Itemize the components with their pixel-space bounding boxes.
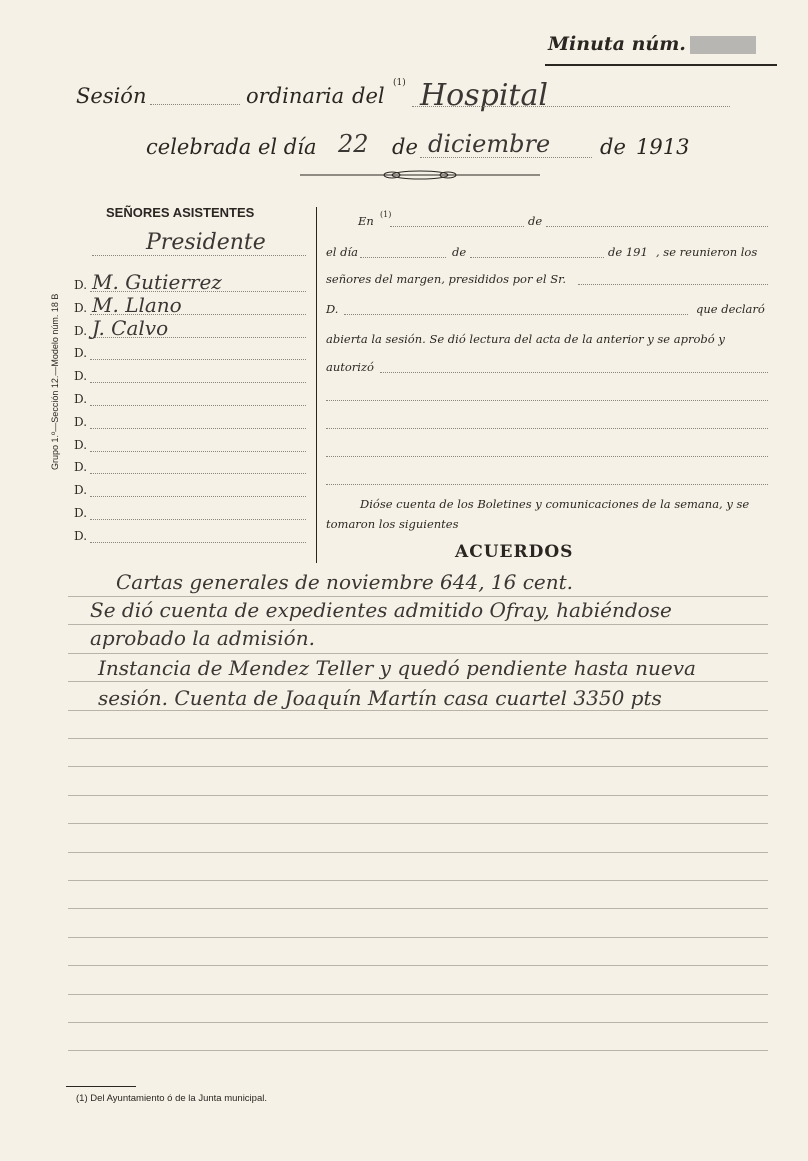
acuerdo-line: aprobado la admisión. [90, 626, 315, 650]
acta-footnote-marker: (1) [380, 210, 392, 219]
asistente-prefix: D. [74, 346, 88, 361]
dia-handwritten: 22 [338, 130, 369, 158]
acta-de-b: de [452, 245, 467, 259]
de-label-1: de [392, 135, 418, 159]
acta-de-191: de 191 [608, 245, 648, 259]
asistente-name: M. Gutierrez [92, 270, 222, 294]
asistente-prefix: D. [74, 460, 88, 475]
asistente-prefix: D. [74, 528, 88, 543]
acta-autorizo: autorizó [326, 360, 374, 374]
acta-senores: señores del margen, presididos por el Sr. [326, 272, 567, 286]
asistente-prefix: D. [74, 437, 88, 452]
acta-d: D. [326, 302, 339, 316]
acta-abierta: abierta la sesión. Se dió lectura del acta de la anterior y se aprobó y [326, 332, 725, 346]
presidente-handwritten: Presidente [146, 230, 266, 255]
anio: 1913 [636, 135, 690, 159]
asistente-prefix: D. [74, 483, 88, 498]
footnote-rule [66, 1086, 136, 1087]
acuerdo-line: sesión. Cuenta de Joaquín Martín casa cuartel 3350 pts [98, 686, 662, 710]
column-divider [316, 207, 317, 563]
asistente-prefix: D. [74, 278, 88, 292]
acta-diose: Dióse cuenta de los Boletines y comunicaciones de la semana, y se [360, 497, 750, 511]
acuerdo-line: Cartas generales de noviembre 644, 16 cent. [116, 570, 574, 594]
acta-el-dia: el día [326, 245, 359, 259]
acta-tomaron: tomaron los siguientes [326, 517, 459, 531]
minuta-label: Minuta núm. [548, 33, 686, 55]
organo-handwritten: Hospital [420, 78, 548, 113]
tipo-sesion: ordinaria [246, 84, 345, 108]
asistentes-title: SEÑORES ASISTENTES [106, 205, 255, 220]
acuerdo-line: Instancia de Mendez Teller y quedó pendiente hasta nueva [98, 656, 696, 680]
celebrada-label: celebrada el día [146, 135, 317, 159]
asistente-prefix: D. [74, 392, 88, 406]
mes-handwritten: diciembre [428, 130, 551, 158]
footnote-marker: (1) [393, 78, 406, 88]
del-label: del [352, 84, 385, 108]
ornament-divider [300, 170, 540, 180]
asistente-prefix: D. [74, 300, 88, 315]
acta-en: En [358, 214, 374, 228]
de-label-2: de [600, 135, 626, 159]
sesion-label: Sesión [76, 84, 147, 108]
acuerdo-line: Se dió cuenta de expedientes admitido Ofray, habiéndose [90, 598, 672, 622]
minuta-number-field [690, 36, 756, 54]
acuerdos-title: ACUERDOS [455, 542, 574, 562]
acta-que-declaro: que declaró [696, 302, 765, 316]
asistente-prefix: D. [74, 323, 88, 338]
asistente-name: M. Llano [92, 292, 182, 317]
acta-de-a: de [528, 214, 543, 228]
asistente-prefix: D. [74, 369, 88, 384]
asistente-prefix: D. [74, 506, 88, 520]
asistente-prefix: D. [74, 414, 88, 429]
asistente-name: J. Calvo [92, 315, 169, 340]
acta-se-reunieron: , se reunieron los [656, 245, 758, 259]
footnote: (1) Del Ayuntamiento ó de la Junta municipal. [76, 1093, 267, 1104]
side-note: Grupo 1.º—Sección 12.—Modelo núm. 18 B [50, 293, 60, 470]
